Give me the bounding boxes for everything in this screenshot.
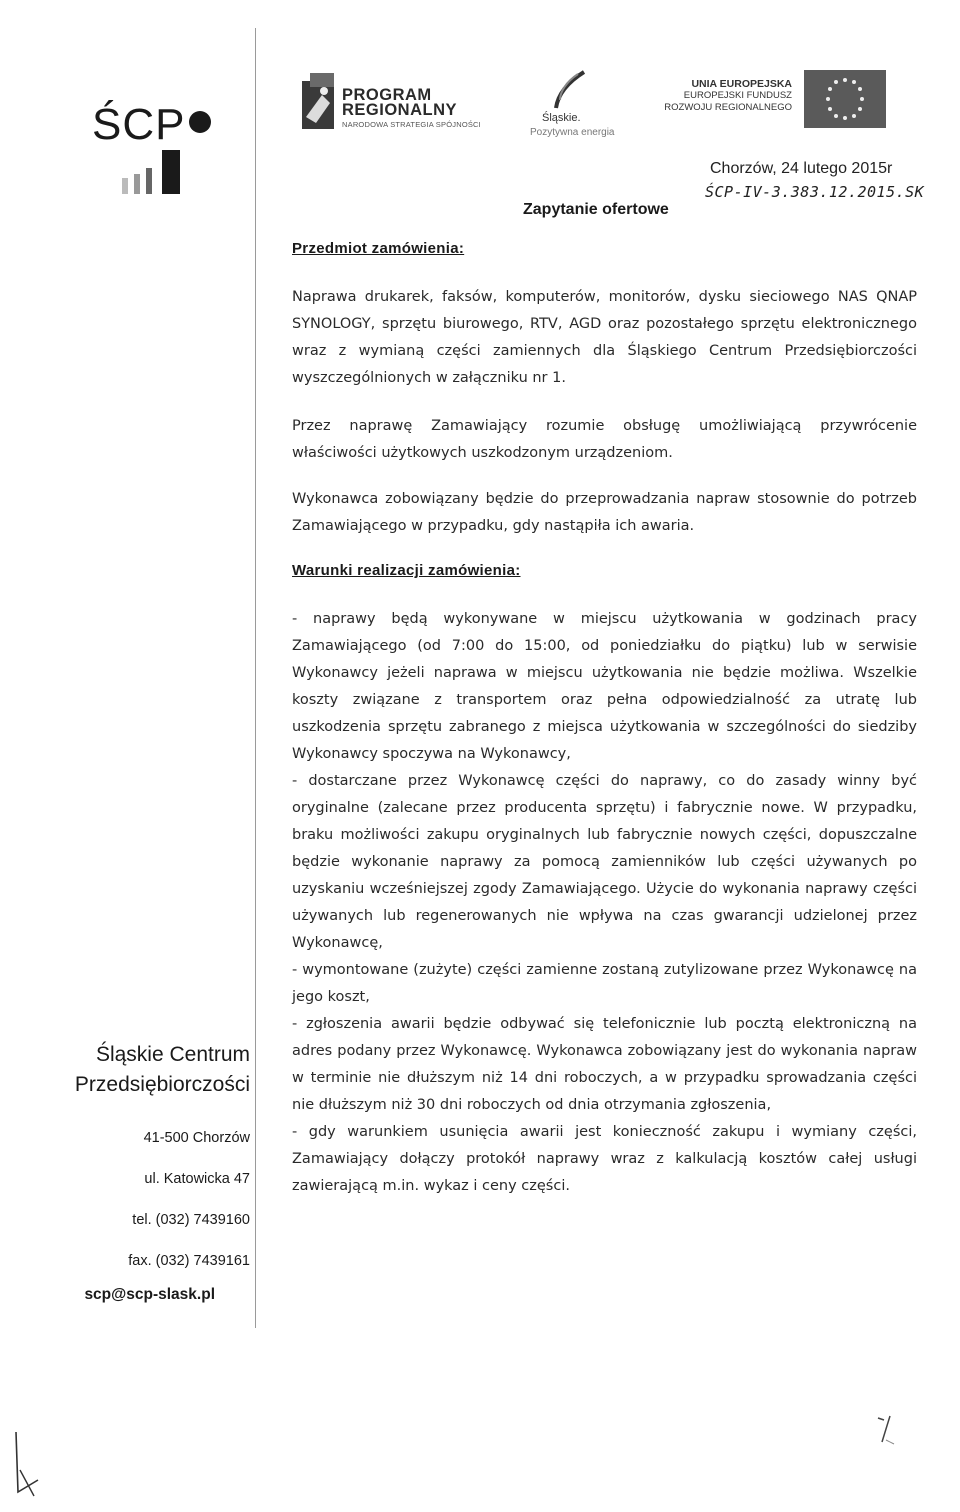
eu-line1: UNIA EUROPEJSKA	[691, 78, 792, 90]
scp-logo	[92, 100, 211, 150]
paragraph-text: Przez naprawę Zamawiający rozumie obsługę umożliwiającą przywrócenie właściwości użytkowych uszkodzonym urządzeniom.	[292, 418, 917, 461]
subject-paragraph-1	[292, 284, 917, 392]
section-heading-conditions: Warunki realizacji zamówienia:	[292, 562, 521, 579]
sidebar-address	[20, 1040, 250, 1282]
eu-line3: ROZWOJU REGIONALNEGO	[664, 102, 792, 113]
document-title: Zapytanie ofertowe	[523, 201, 669, 218]
condition-item: - naprawy będą wykonywane w miejscu użytkowania w godzinach pracy Zamawiającego (od 7:00 do 15:00, od poniedziałku do piątku) lub w serwisie Wykonawcy jeżeli naprawa w miejscu użytkowania nie będzie możliwa. Wszelkie koszty związane z transportem oraz pełna odpowiedzialność za utratę lub uszkodzenia sprzętu zabranego z miejsca użytkowania w szczególności do siedziby Wykonawcy spoczywa na Wykonawcy,	[292, 611, 917, 762]
section-heading-subject: Przedmiot zamówienia:	[292, 240, 465, 257]
slaskie-tagline: Pozytywna energia	[530, 127, 615, 138]
condition-item: - wymontowane (zużyte) części zamienne zostaną zutylizowane przez Wykonawcę na jego koszt,	[292, 962, 917, 1005]
org-name-line2: Przedsiębiorczości	[74, 1073, 250, 1096]
program-title-line2: REGIONALNY	[342, 101, 458, 119]
program-title	[342, 88, 457, 118]
conditions-list	[292, 606, 917, 1200]
document-date: Chorzów, 24 lutego 2015r	[710, 160, 893, 177]
eu-line2: EUROPEJSKI FUNDUSZ	[683, 90, 792, 101]
paragraph-text: Wykonawca zobowiązany będzie do przeprowadzania napraw stosownie do potrzeb Zamawiającego w przypadku, gdy nastąpiła ich awaria.	[292, 491, 917, 534]
postal-code: 41-500 Chorzów	[143, 1130, 250, 1146]
email-address: scp@scp-slask.pl	[84, 1286, 215, 1303]
street-address: ul. Katowicka 47	[144, 1171, 250, 1187]
slaskie-label: Śląskie.	[542, 112, 581, 124]
eu-text	[650, 78, 792, 114]
sidebar-divider	[255, 28, 256, 1328]
condition-item: - dostarczane przez Wykonawcę części do naprawy, co do zasady winny być oryginalne (zalecane przez producenta sprzętu) i fabrycznie nowe. W przypadku, braku możliwości zakupu oryginalnych lub fabrycznie nowych części, dopuszczalne będzie wykonanie naprawy za pomocą zamienników lub części używanych po uzyskaniu wcześniejszej zgody Zamawiającego. Użycie do wykonania naprawy części używanych lub regenerowanych nie wpływa na czas gwarancji udzielonej przez Wykonawcę,	[292, 773, 917, 951]
org-name-line1: Śląskie Centrum	[95, 1043, 250, 1066]
eu-flag-icon	[804, 70, 886, 128]
condition-item: - zgłoszenia awarii będzie odbywać się telefonicznie lub pocztą elektroniczną na adres podany przez Wykonawcę. Wykonawca zobowiązany jest do wykonania napraw w terminie nie dłuższym niż 14 dni roboczych, a w przypadku sprowadzania części nie dłuższym niż 30 dni roboczych od dnia otrzymania zgłoszenia,	[292, 1016, 917, 1113]
reference-number: ŚCP-IV-3.383.12.2015.SK	[705, 183, 925, 201]
scp-logo-bars-icon	[112, 150, 192, 194]
fax-number: fax. (032) 7439161	[128, 1253, 250, 1269]
program-subtitle: NARODOWA STRATEGIA SPÓJNOŚCI	[342, 120, 481, 129]
handwritten-mark-icon	[868, 1410, 908, 1450]
subject-paragraph-3	[292, 486, 917, 540]
paragraph-text: Naprawa drukarek, faksów, komputerów, monitorów, dysku sieciowego NAS QNAP SYNOLOGY, sprzętu biurowego, RTV, AGD oraz pozostałego sprzętu elektronicznego wraz z wymianą części zamiennych dla Śląskiego Centrum Przedsiębiorczości wyszczególnionych w załączniku nr 1.	[292, 289, 917, 386]
subject-paragraph-2	[292, 413, 917, 467]
handwritten-initial-icon	[8, 1430, 48, 1500]
program-regionalny-logo-icon	[302, 73, 340, 131]
scp-logo-text: ŚCP	[92, 100, 186, 149]
slaskie-logo-icon	[548, 68, 592, 112]
phone-number: tel. (032) 7439160	[132, 1212, 250, 1228]
condition-item: - gdy warunkiem usunięcia awarii jest konieczność zakupu i wymiany części, Zamawiający dołączy protokół naprawy wraz z kalkulacją kosztów całej usługi zawierającą m.in. wykaz i ceny części.	[292, 1124, 917, 1194]
program-title-line1: PROGRAM	[342, 86, 432, 104]
